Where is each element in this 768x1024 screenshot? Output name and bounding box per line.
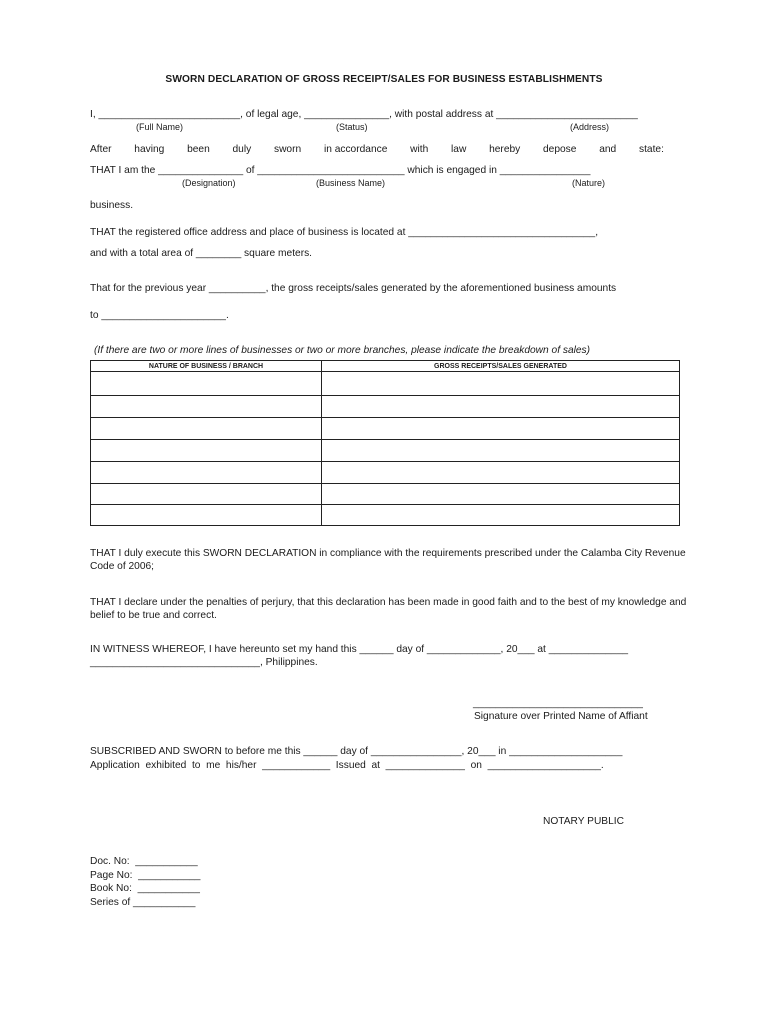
nature-of-business-header: NATURE OF BUSINESS / BRANCH [91, 361, 322, 372]
word: After [90, 144, 112, 155]
word: with [410, 144, 429, 155]
gross-receipts-header: GROSS RECEIPTS/SALES GENERATED [322, 361, 680, 372]
witness-place-line: ______________________________, Philippines. [90, 657, 318, 668]
perjury-paragraph: THAT I declare under the penalties of perjury, that this declaration has been made in good faith and to the best of my knowledge and belief to be true and correct. [90, 597, 687, 621]
nature-cell[interactable] [91, 462, 322, 484]
table-row [91, 505, 680, 526]
application-exhibited-line: Application exhibited to me his/her ____________ Issued at ______________ on ____________________. [90, 760, 604, 771]
compliance-paragraph: THAT I duly execute this SWORN DECLARATION in compliance with the requirements prescribed under the Calamba City Revenue Code of 2006; [90, 548, 686, 572]
word: and [599, 144, 617, 155]
gross-receipts-cell[interactable] [322, 462, 680, 484]
word: in accordance [323, 144, 388, 155]
breakdown-note: (If there are two or more lines of businesses or two or more branches, please indicate the breakdown of sales) [94, 345, 591, 356]
designation-caption: (Designation) [182, 178, 236, 188]
table-row [91, 440, 680, 462]
signature-label: Signature over Printed Name of Affiant [474, 711, 648, 722]
nature-caption: (Nature) [572, 178, 606, 188]
gross-receipts-cell[interactable] [322, 372, 680, 396]
amount-line: to ______________________. [90, 310, 229, 321]
full-name-caption: (Full Name) [136, 122, 184, 132]
series-of-field: Series of ___________ [90, 897, 196, 908]
word: state: [638, 144, 664, 155]
sales-breakdown-table [90, 360, 680, 526]
word: having [134, 144, 165, 155]
gross-receipts-cell[interactable] [322, 484, 680, 505]
book-no-field: Book No: ___________ [90, 883, 200, 894]
word: hereby [489, 144, 521, 155]
full-name-status-address-line: I, _________________________, of legal age, _______________, with postal address at _________________________ [90, 109, 638, 120]
nature-cell[interactable] [91, 418, 322, 440]
table-row [91, 484, 680, 505]
table-row [91, 396, 680, 418]
table-row [91, 462, 680, 484]
nature-cell[interactable] [91, 440, 322, 462]
sworn-statement-line [90, 143, 664, 156]
doc-no-field: Doc. No: ___________ [90, 856, 198, 867]
table-row [91, 418, 680, 440]
gross-receipts-cell[interactable] [322, 418, 680, 440]
page-no-field: Page No: ___________ [90, 870, 201, 881]
office-address-line: THAT the registered office address and place of business is located at _________________________________, [90, 227, 599, 238]
previous-year-line: That for the previous year __________, the gross receipts/sales generated by the aforementioned business amounts [90, 283, 617, 294]
subscribed-sworn-line: SUBSCRIBED AND SWORN to before me this ______ day of ________________, 20___ in ____________________ [90, 746, 623, 757]
gross-receipts-cell[interactable] [322, 505, 680, 526]
nature-cell[interactable] [91, 372, 322, 396]
table-row [91, 372, 680, 396]
designation-business-line: THAT I am the _______________ of __________________________ which is engaged in ________________ [90, 165, 591, 176]
total-area-line: and with a total area of ________ square meters. [90, 248, 313, 259]
status-caption: (Status) [336, 122, 368, 132]
nature-cell[interactable] [91, 505, 322, 526]
address-caption: (Address) [570, 122, 610, 132]
signature-blank: ______________________________ [473, 698, 643, 709]
business-word: business. [90, 200, 134, 211]
word: depose [543, 144, 577, 155]
notary-public-label: NOTARY PUBLIC [543, 816, 624, 827]
witness-line: IN WITNESS WHEREOF, I have hereunto set my hand this ______ day of _____________, 20___ at ______________ [90, 644, 629, 655]
gross-receipts-cell[interactable] [322, 396, 680, 418]
word: sworn [273, 144, 302, 155]
nature-cell[interactable] [91, 484, 322, 505]
word: duly [232, 144, 252, 155]
word: law [451, 144, 467, 155]
nature-cell[interactable] [91, 396, 322, 418]
form-title: SWORN DECLARATION OF GROSS RECEIPT/SALES FOR BUSINESS ESTABLISHMENTS [165, 74, 603, 85]
business-name-caption: (Business Name) [316, 178, 386, 188]
word: been [187, 144, 210, 155]
gross-receipts-cell[interactable] [322, 440, 680, 462]
